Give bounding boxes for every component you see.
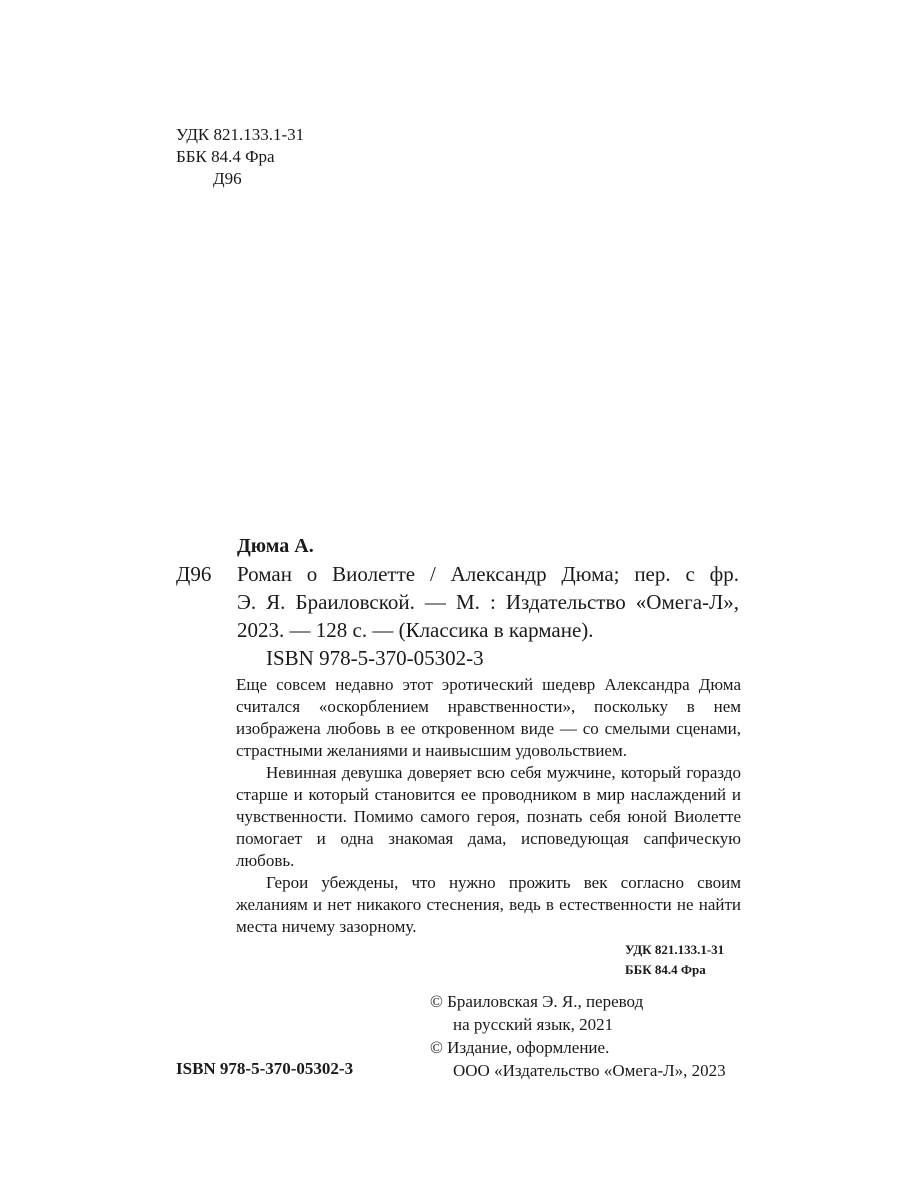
small-udk: УДК 821.133.1-31 [625, 942, 725, 957]
copyright-line-1: © Браиловская Э. Я., перевод [430, 992, 644, 1011]
copyright-line-3: © Издание, оформление. [430, 1038, 610, 1057]
record-author: Дюма А. [237, 535, 314, 557]
isbn-bottom: ISBN 978-5-370-05302-3 [176, 1059, 354, 1078]
record-line-2: Э. Я. Браиловской. — М. : Издательство «Омега-Л», [237, 590, 739, 614]
annotation [236, 674, 741, 938]
top-udk: УДК 821.133.1-31 [176, 125, 305, 144]
top-author-code: Д96 [213, 169, 242, 188]
annotation-paragraph: Еще совсем недавно этот эротический шедевр Александра Дюма считался «оскорблением нравственности», поскольку в нем изображена любовь в ее откровенном виде — со смелыми сценами, страстными желаниями и наивысшим удовольствием. [236, 675, 741, 760]
copyright-line-4: ООО «Издательство «Омега-Л», 2023 [453, 1061, 726, 1080]
record-isbn: ISBN 978-5-370-05302-3 [266, 646, 484, 670]
copyright-line-2: на русский язык, 2021 [453, 1015, 614, 1034]
record-line-3: 2023. — 128 с. — (Классика в кармане). [237, 618, 594, 642]
annotation-paragraph: Невинная девушка доверяет всю себя мужчине, который гораздо старше и который становится ее проводником в мир наслаждений и чувственности. Помимо самого героя, познать себя юной Виолетте помогает и одна знакомая дама, исповедующая сапфическую любовь. [236, 763, 741, 870]
top-bbk: ББК 84.4 Фра [176, 147, 275, 166]
record-code: Д96 [176, 562, 212, 586]
record-line-1: Роман о Виолетте / Александр Дюма; пер. с фр. [237, 562, 739, 586]
small-bbk: ББК 84.4 Фра [625, 962, 706, 977]
annotation-paragraph: Герои убеждены, что нужно прожить век согласно своим желаниям и нет никакого стеснения, ведь в естественности не найти места ничему зазорному. [236, 873, 741, 936]
